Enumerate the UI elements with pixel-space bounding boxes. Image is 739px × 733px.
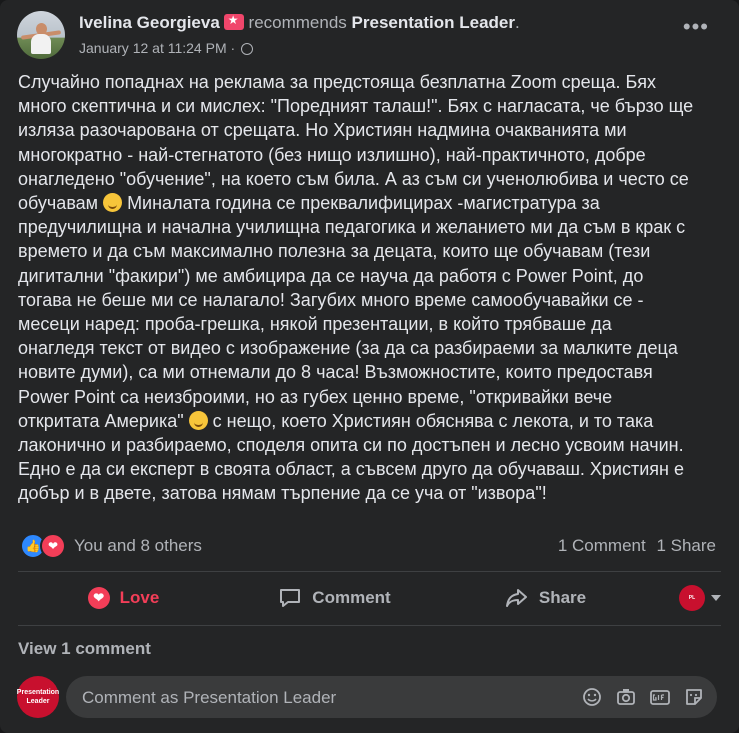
post-body (18, 70, 723, 506)
author-name[interactable]: Ivelina Georgieva (79, 13, 220, 32)
caret-down-icon (711, 595, 721, 601)
reactions-text[interactable]: You and 8 others (74, 536, 202, 555)
post-meta (79, 40, 253, 56)
view-comments-link[interactable]: View 1 comment (18, 639, 151, 658)
share-icon (505, 587, 529, 609)
actor-selector[interactable] (651, 576, 721, 620)
comment-input[interactable] (80, 676, 554, 720)
engagement-counts (552, 536, 716, 556)
page-logo-icon: PL (679, 585, 705, 611)
recommendation-flag-icon (224, 14, 244, 30)
comment-box[interactable] (66, 676, 717, 718)
recommends-verb: recommends (248, 13, 347, 32)
post-timestamp[interactable]: January 12 at 11:24 PM (79, 40, 227, 56)
commenter-avatar[interactable]: Presentation Leader (17, 676, 59, 718)
love-button[interactable] (18, 576, 229, 620)
gif-icon[interactable] (649, 686, 671, 708)
divider (18, 571, 721, 572)
like-icon: 👍 (20, 533, 46, 559)
comments-count-link[interactable]: 1 Comment (557, 536, 646, 555)
divider (18, 625, 721, 626)
post-header (79, 13, 520, 33)
post-text-part1: Случайно попаднах на реклама за предстояща безплатна Zoom среща. Бях много скептична и си мислех: "Поредният талаш!". Бях с нагласата, че бързо ще изляза разочарована от срещата. Но Християн надмина очакванията ми многократно - най-стегнатото (без нищо излишно), най-практичното, добре онагледено "обучение", на което съм била. А аз съм си ученолюбива и често се обучавам (18, 72, 694, 214)
globe-icon[interactable] (241, 43, 253, 55)
header-period: . (514, 13, 520, 32)
sticker-icon[interactable] (683, 686, 705, 708)
smiley-icon[interactable] (581, 686, 603, 708)
post-text-part2: Миналата година се преквалифицирах -магистратура за предучилищна и начална училищна педагогика и желанието ми да съм в крак с времето и да съм максимално полезна за децата, които ще обучавам (тези дигитални "факири") ме амбицира да се науча да работя с Power Point, до тогава не беше ми се налагало! Загубих много време самообучавайки се - месеци наред: проба-грешка, някой презентации, в който трябваше да онагледя текст от видео с изображение (за да са разбираеми за малките деца новите думи), са ми отнемали до 8 часа! Възможностите, които предоставя Power Point са неизброими, но аз губех ценно време, "откривайки вече откритата Америка" (18, 193, 686, 431)
love-label: Love (119, 588, 160, 607)
author-avatar[interactable] (17, 11, 65, 59)
page-name-link[interactable]: Presentation Leader (351, 13, 515, 32)
post-text-part3: с нещо, което Християн обяснява с лекота, и то така лаконично и разбираемо, споделя опита си по достъпен и лесно усвоим начин. Едно е да си експерт в своята област, а съвсем друго да обучаваш. Християн е добър и в двете, затова нямам търпение да се уча от "извора"! (18, 410, 684, 504)
comment-label: Comment (312, 588, 391, 607)
comment-tools (581, 686, 705, 708)
smiley-emoji-icon (103, 193, 122, 212)
action-bar (18, 576, 721, 620)
share-label: Share (538, 588, 587, 607)
share-button[interactable] (440, 576, 651, 620)
comment-button[interactable] (229, 576, 440, 620)
camera-icon[interactable] (615, 686, 637, 708)
love-icon: ❤ (40, 533, 66, 559)
comment-icon (278, 587, 302, 609)
love-icon: ❤ (88, 587, 110, 609)
meta-separator: · (230, 40, 236, 56)
more-options-button[interactable]: ••• (682, 14, 709, 39)
reactions-summary[interactable] (20, 534, 202, 558)
grinning-emoji-icon (189, 411, 208, 430)
shares-count-link[interactable]: 1 Share (656, 536, 716, 555)
